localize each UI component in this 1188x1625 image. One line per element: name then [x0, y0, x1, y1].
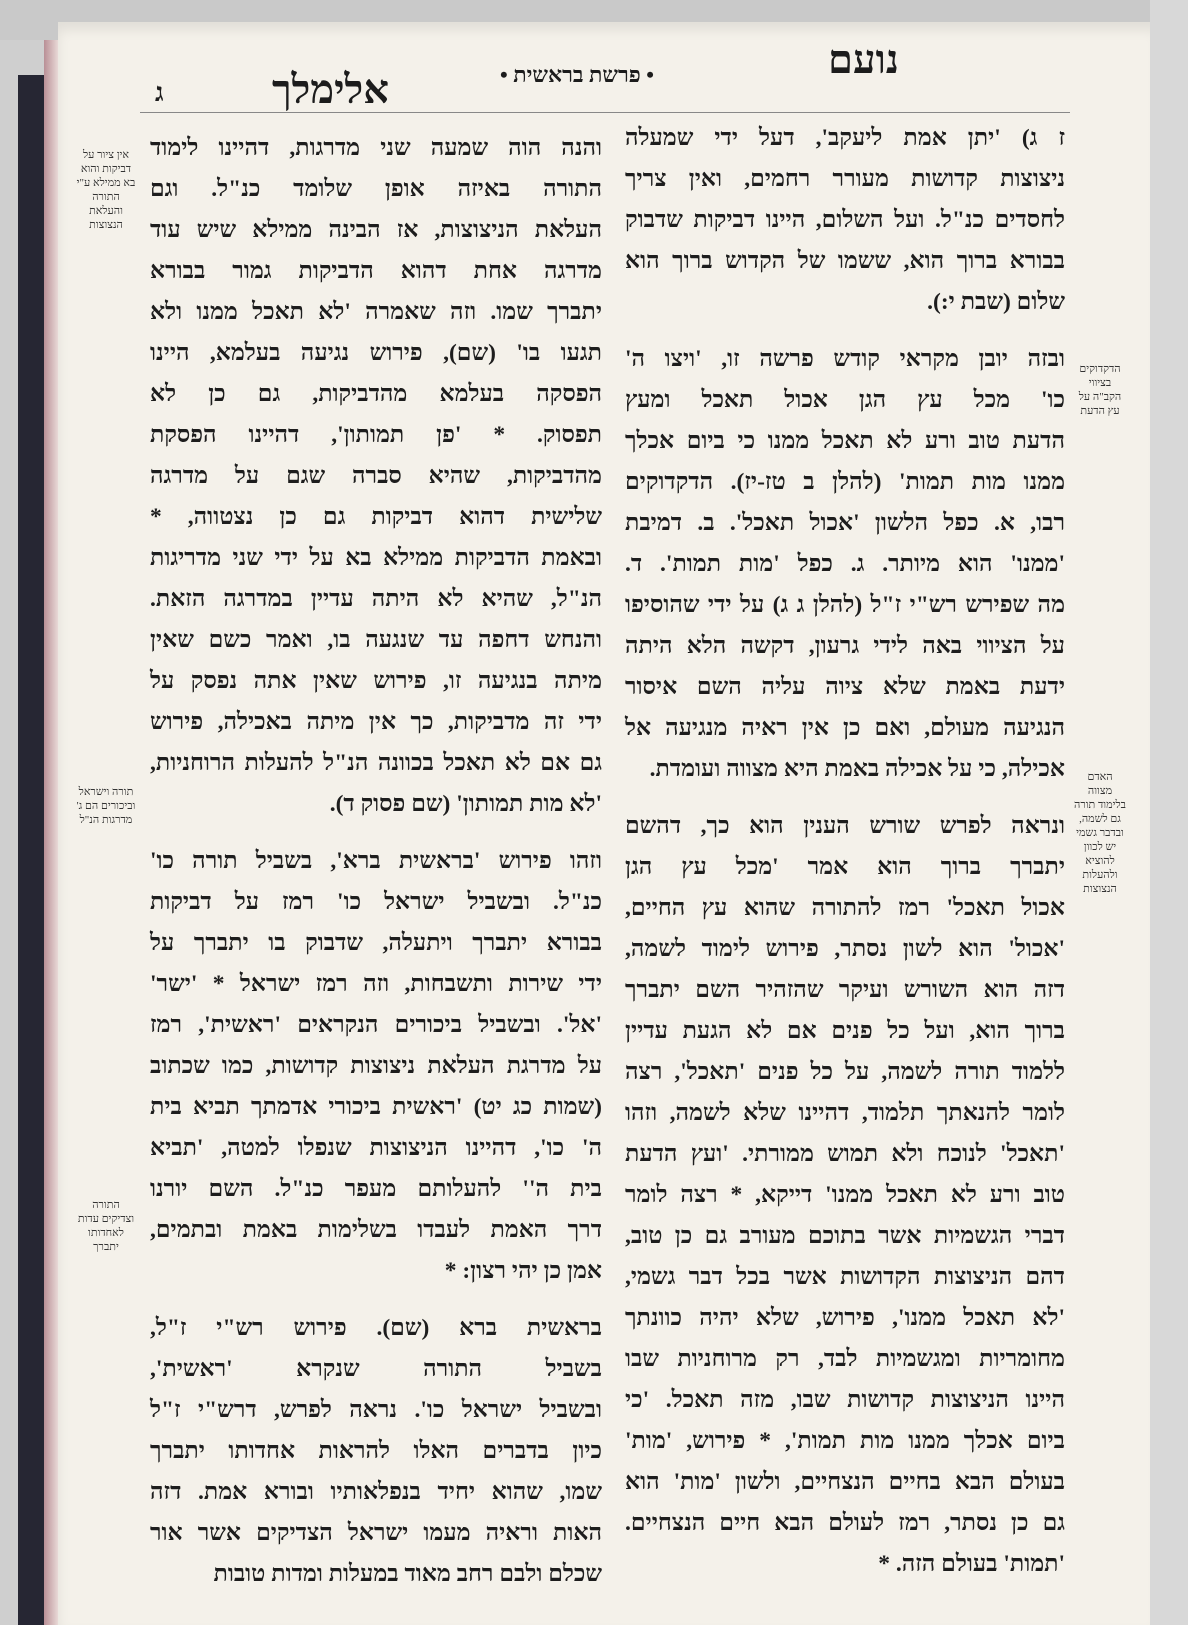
running-title-left: אלימלך [272, 67, 389, 112]
text-line: תגעו בו' (שם), פירוש נגיעה בעלמא, היינו [150, 340, 602, 366]
background-right [1150, 0, 1188, 1625]
text-line: ובאמת הדביקות ממילא בא על ידי שני מדריגות [150, 545, 602, 571]
text-line: מיתה בנגיעה זו, פירוש שאין אתה נפסק על [150, 668, 602, 694]
margin-note: אין ציור על דביקות והוא בא ממילא ע"י התורה והעלאת הנצוצות [76, 149, 136, 231]
text-line: 'אל'. ובשביל ביכורים הנקראים 'ראשית', רמז [150, 1012, 602, 1038]
text-line: וזהו פירוש 'בראשית ברא', בשביל תורה כו' [150, 848, 602, 874]
text-line: דברי הגשמיות אשר בתוכם מעורב גם כן טוב, [625, 1223, 1065, 1249]
text-line: ממנו מות תמות' (להלן ב טז-יז). הדקדוקים [625, 469, 1065, 495]
text-line: ובזה יובן מקראי קודש פרשה זו, 'ויצו ה' [625, 346, 1065, 372]
text-line: גם אם לא תאכל בכוונה הנ"ל להעלות הרוחניות, [150, 750, 602, 776]
text-line: בעולם הבא בחיים הנצחיים, ולשון 'מות' הוא [625, 1469, 1065, 1495]
text-line: ידעת באמת שלא ציוה עליה השם איסור [625, 674, 1065, 700]
text-line: 'לא תאכל ממנו', פירוש, שלא יהיה כוונתך [625, 1305, 1065, 1331]
text-line: הדעת טוב ורע לא תאכל ממנו כי ביום אכלך [625, 428, 1065, 454]
running-title-right: נועם [828, 37, 899, 82]
text-line: הנגיעה מעולם, ואם כן אין ראיה מנגיעה אל [625, 715, 1065, 741]
margin-note: תורה וישראל וביכורים הם ג' מדרגות הנ"ל [76, 786, 136, 826]
right-column [625, 118, 1065, 1585]
paragraph-gap [150, 1292, 602, 1308]
text-line: תפסוק. * 'פן תמותון', דהיינו הפסקת [150, 422, 602, 448]
text-line: טוב ורע לא תאכל ממנו' דייקא, * רצה לומר [625, 1182, 1065, 1208]
text-line: שמו, שהוא יחיד בנפלאותיו ובורא אמת. דזה [150, 1479, 602, 1505]
text-line: ברוך הוא, ועל כל פנים אם לא הגעת עדיין [625, 1018, 1065, 1044]
text-line: 'תאכל' לנוכח ולא תמוש ממורתי. 'ועץ הדעת [625, 1141, 1065, 1167]
text-line: אכילה, כי על אכילה באמת היא מצווה ועומדת. [649, 756, 1065, 782]
text-line: מדרגה אחת דהוא הדביקות גמור בבורא [150, 258, 602, 284]
text-line: שכלם ולבם רחב מאוד במעלות ומדות טובות [213, 1561, 602, 1587]
text-line: 'ממנו' הוא מיותר. ג. כפל 'מות תמות'. ד. [625, 551, 1065, 577]
margin-note: האדם מצווה בלימוד תורה גם לשמה, ובדבר גשמי יש לכוון להוציא ולהעלות הנצוצות [1074, 771, 1126, 895]
margin-note: התורה וצדיקים עדות לאחדותו יתברך [77, 1199, 135, 1253]
parsha-header: • פרשת בראשית • [500, 62, 654, 87]
text-line: ובשביל ישראל כו'. נראה לפרש, דרש"י ז"ל [150, 1397, 602, 1423]
text-line: 'תמות' בעולם הזה. * [878, 1551, 1065, 1577]
text-line: הנ"ל, שהיא לא היתה עדיין במדרגה הזאת. [150, 586, 602, 612]
header-rule [140, 112, 1070, 113]
left-column [150, 128, 602, 1595]
paragraph-gap [625, 323, 1065, 339]
text-line: מהדביקות, שהיא סברה שגם על מדרגה [150, 463, 602, 489]
text-line: בראשית ברא (שם). פירוש רש"י ז"ל, [150, 1315, 602, 1341]
text-line: לומר להנאתך תלמוד, דהיינו שלא לשמה, וזהו [625, 1100, 1065, 1126]
text-line: והנחש דחפה עד שנגעה בו, ואמר כשם שאין [150, 627, 602, 653]
text-line: דרך האמת לעבדו בשלימות באמת ובתמים, [150, 1217, 602, 1243]
text-line: על הציווי באה לידי גרעון, דקשה הלא היתה [625, 633, 1065, 659]
text-line: כיון בדברים האלו להראות אחדותו יתברך [150, 1438, 602, 1464]
text-line: העלאת הניצוצות, אז הבינה ממילא שיש עוד [150, 217, 602, 243]
text-line: (שמות כג יט) 'ראשית ביכורי אדמתך תביא בית [150, 1094, 602, 1120]
text-line: דזה הוא השורש ועיקר שהזהיר השם יתברך [625, 977, 1065, 1003]
text-line: בבורא ברוך הוא, ששמו של הקדוש ברוך הוא [625, 248, 1065, 274]
text-line: ידי זה מדביקות, כך אין מיתה באכילה, פירוש [150, 709, 602, 735]
text-line: היינו הניצוצות קדושות שבו, מזה תאכל. 'כי [625, 1387, 1065, 1413]
text-line: ז ג) 'יתן אמת ליעקב', דעל ידי שמעלה [625, 125, 1065, 151]
text-line: יתברך ברוך הוא אמר 'מכל עץ הגן [625, 854, 1065, 880]
text-line: כו' מכל עץ הגן אכול תאכל ומעץ [625, 387, 1065, 413]
text-line: ביום אכלך ממנו מות תמות', * פירוש, 'מות' [625, 1428, 1065, 1454]
text-line: מה שפירש רש"י ז"ל (להלן ג ג) על ידי שהוסיפו [625, 592, 1065, 618]
text-line: בבורא יתברך ויתעלה, שדבוק בו יתברך על [150, 930, 602, 956]
text-line: לחסדים כנ"ל. ועל השלום, היינו דביקות שדבוק [625, 207, 1065, 233]
paragraph-gap [625, 790, 1065, 806]
text-line: שלום (שבת י:). [927, 289, 1065, 315]
text-line: 'לא מות תמותון' (שם פסוק ד). [329, 791, 602, 817]
text-line: ה' כו', דהיינו הניצוצות שנפלו למטה, 'תביא [150, 1135, 602, 1161]
text-line: 'אכול' הוא לשון נסתר, פירוש לימוד לשמה, [625, 936, 1065, 962]
text-line: האות וראיה מעמו ישראל הצדיקים אשר אור [150, 1520, 602, 1546]
text-line: ידי שירות ותשבחות, וזה רמז ישראל * 'ישר' [150, 971, 602, 997]
book-binding [18, 75, 44, 1625]
text-line: אכול תאכל' רמז להתורה שהוא עץ החיים, [625, 895, 1065, 921]
text-line: רבו, א. כפל הלשון 'אכול תאכל'. ב. דמיבת [625, 510, 1065, 536]
text-line: שלישית דהוא דביקות גם כן נצטווה, * [150, 504, 602, 530]
page-edges [44, 40, 58, 1625]
paragraph-gap [150, 825, 602, 841]
text-line: הפסקה בעלמא מהדביקות, גם כן לא [150, 381, 602, 407]
text-line: אמן כן יהי רצון: * [444, 1258, 602, 1284]
text-line: דהם הניצוצות הקדושות אשר בכל דבר גשמי, [625, 1264, 1065, 1290]
text-line: יתברך שמו. וזה שאמרה 'לא תאכל ממנו ולא [150, 299, 602, 325]
margin-note: הדקדוקים בציווי הקב"ה על עץ הדעת [1078, 363, 1122, 417]
text-line: בית ה'' להעלותם מעפר כנ"ל. השם יורנו [150, 1176, 602, 1202]
text-line: ונראה לפרש שורש הענין הוא כך, דהשם [625, 813, 1065, 839]
text-line: גם כן נסתר, רמז לעולם הבא חיים הנצחיים. [625, 1510, 1065, 1536]
text-line: והנה הוה שמעה שני מדרגות, דהיינו לימוד [150, 135, 602, 161]
text-line: ניצוצות קדושות מעורר רחמים, ואין צריך [625, 166, 1065, 192]
text-line: בשביל התורה שנקרא 'ראשית', [150, 1356, 602, 1382]
text-line: כנ"ל. ובשביל ישראל כו' רמז על דביקות [150, 889, 602, 915]
text-line: מחומריות ומגשמיות לבד, רק מרוחניות שבו [625, 1346, 1065, 1372]
text-line: התורה באיזה אופן שלומד כנ"ל. וגם [150, 176, 602, 202]
text-line: על מדרגת העלאת ניצוצות קדושות, כמו שכתוב [150, 1053, 602, 1079]
text-line: ללמוד תורה לשמה, על כל פנים 'תאכל', רצה [625, 1059, 1065, 1085]
page-number: ג [155, 78, 164, 107]
